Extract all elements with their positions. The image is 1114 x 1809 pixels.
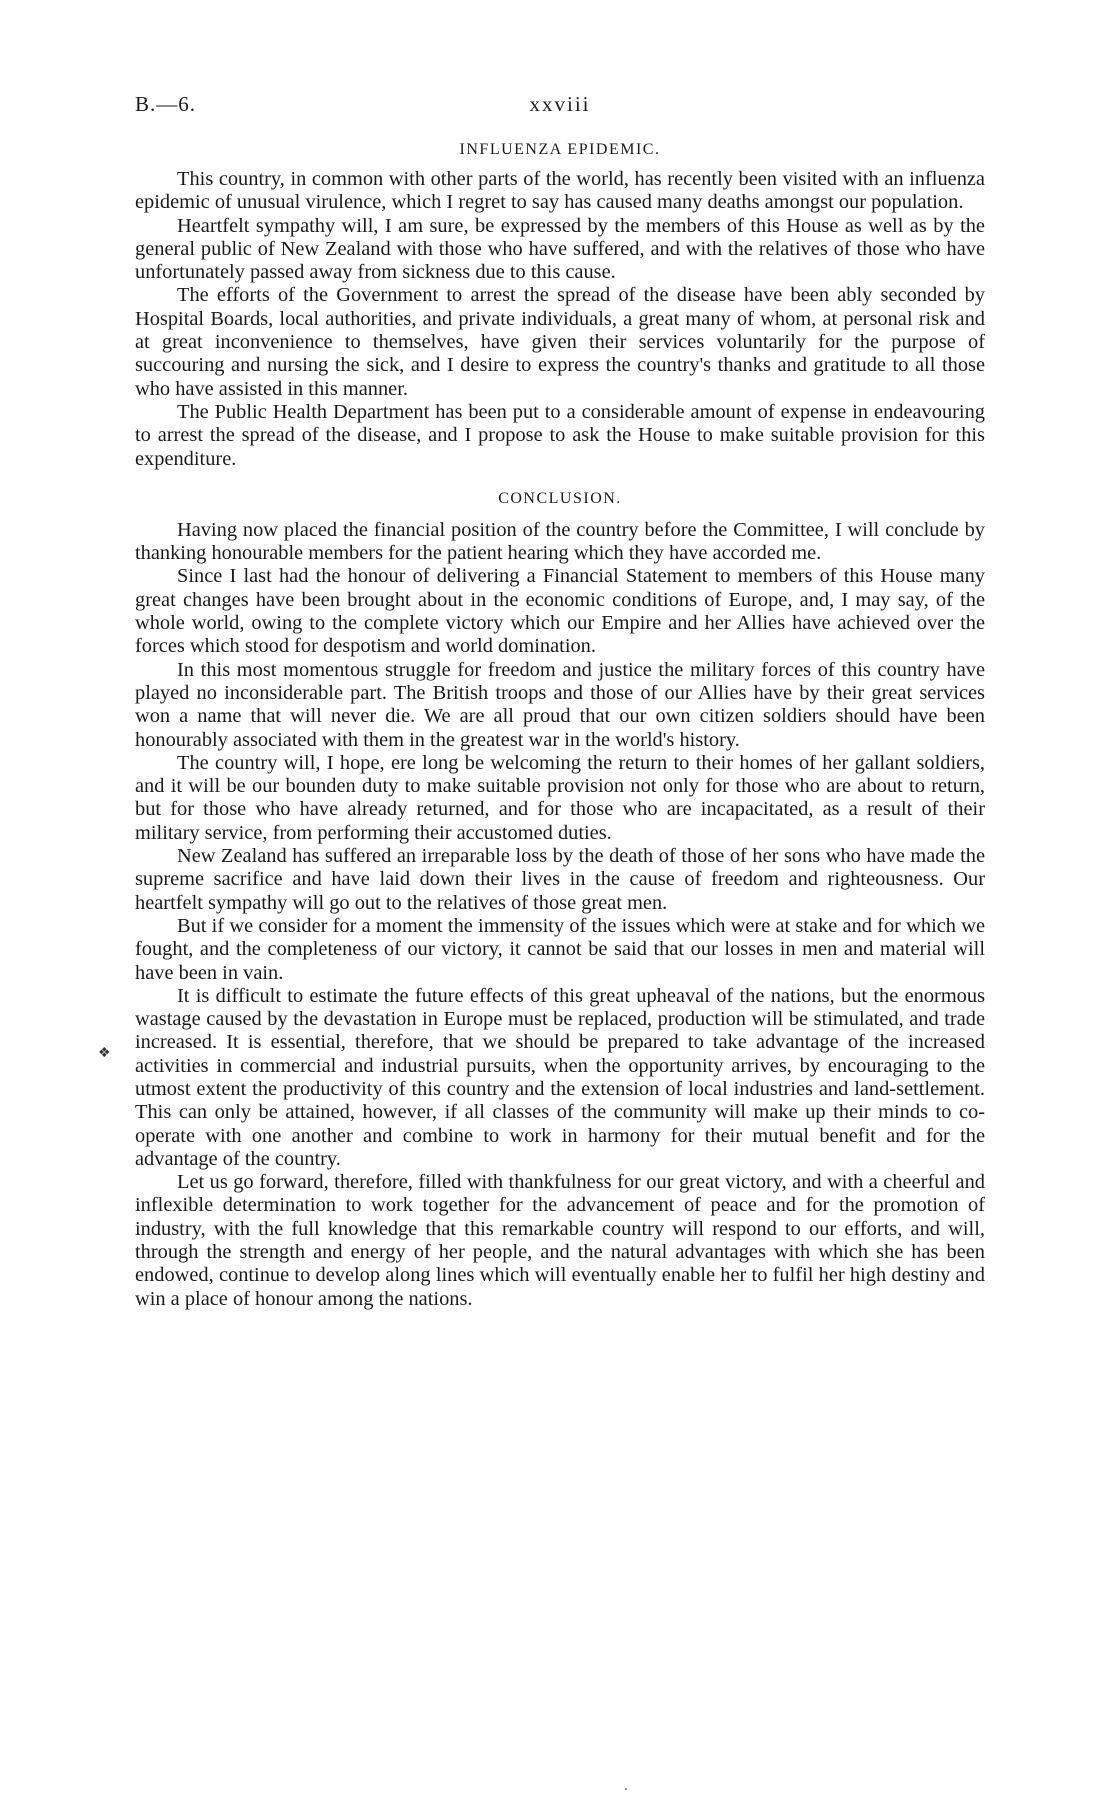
- page-header: [135, 92, 985, 122]
- paragraph: The country will, I hope, ere long be welcoming the return to their homes of her gallant soldiers, and it will be our bounden duty to make suitable provision not only for those who are about to return, but for those who have already returned, and for those who are incapacitated, as a result of their military service, from performing their accustomed duties.: [135, 751, 985, 844]
- page-body: [135, 140, 985, 1311]
- scan-speck: [625, 1788, 627, 1790]
- paragraph: But if we consider for a moment the immensity of the issues which were at stake and for which we fought, and the completeness of our victory, it cannot be said that our losses in men and material will have been in vain.: [135, 914, 985, 984]
- section-heading: CONCLUSION.: [498, 489, 622, 507]
- paragraph: New Zealand has suffered an irreparable loss by the death of those of her sons who have made the supreme sacrifice and have laid down their lives in the cause of freedom and righteousness. Our heartfelt sympathy will go out to the relatives of those great men.: [135, 845, 985, 914]
- section-conclusion: [135, 489, 985, 1311]
- paragraph: The Public Health Department has been put to a considerable amount of expense in endeavouring to arrest the spread of the disease, and I propose to ask the House to make suitable provision for this expenditure.: [135, 400, 985, 470]
- section-heading: INFLUENZA EPIDEMIC.: [459, 141, 661, 158]
- paragraph: It is difficult to estimate the future effects of this great upheaval of the nations, but the enormous wastage caused by the devastation in Europe must be replaced, production will be stimulated, and trade increased. It is essential, therefore, that we should be prepared to take advantage of the increased activities in commercial and industrial pursuits, when the opportunity arrives, by encouraging to the utmost extent the productivity of this country and the extension of local industries and land-settlement. This can only be attained, however, if all classes of the community will make up their minds to co-operate with one another and combine to work in harmony for their mutual benefit and for the advantage of the country.: [135, 984, 985, 1170]
- paragraph: This country, in common with other parts of the world, has recently been visited with an influenza epidemic of unusual virulence, which I regret to say has caused many deaths amongst our population.: [135, 168, 985, 214]
- paragraph: Having now placed the financial position of the country before the Committee, I will conclude by thanking honourable members for the patient hearing which they have accorded me.: [135, 518, 985, 565]
- paragraph: Heartfelt sympathy will, I am sure, be expressed by the members of this House as well as by the general public of New Zealand with those who have suffered, and with the relatives of those who have unfortunately passed away from sickness due to this cause.: [135, 214, 985, 284]
- document-reference: B.—6.: [135, 92, 197, 116]
- paragraph: In this most momentous struggle for freedom and justice the military forces of this country have played no inconsiderable part. The British troops and those of our Allies have by their great services won a name that will never die. We are all proud that our own citizen soldiers should have been honourably associated with them in the greatest war in the world's history.: [135, 658, 985, 751]
- margin-scan-mark: ❖: [98, 1046, 111, 1061]
- paragraph: Since I last had the honour of delivering a Financial Statement to members of this House many great changes have been brought about in the economic conditions of Europe, and, I may say, of the whole world, owing to the complete victory which our Empire and her Allies have achieved over the forces which stood for despotism and world domination.: [135, 565, 985, 658]
- page-number: xxviii: [529, 92, 591, 116]
- section-influenza-epidemic: [135, 140, 985, 471]
- paragraph: The efforts of the Government to arrest the spread of the disease have been ably seconded by Hospital Boards, local authorities, and private individuals, a great many of whom, at personal risk and at great inconvenience to themselves, have given their services voluntarily for the purpose of succouring and nursing the sick, and I desire to express the country's thanks and gratitude to all those who have assisted in this manner.: [135, 284, 985, 400]
- paragraph: Let us go forward, therefore, filled with thankfulness for our great victory, and with a cheerful and inflexible determination to work together for the advancement of peace and for the promotion of industry, with the full knowledge that this remarkable country will respond to our efforts, and will, through the strength and energy of her people, and the natural advantages with which she has been endowed, continue to develop along lines which will eventually enable her to fulfil her high destiny and win a place of honour among the nations.: [135, 1171, 985, 1310]
